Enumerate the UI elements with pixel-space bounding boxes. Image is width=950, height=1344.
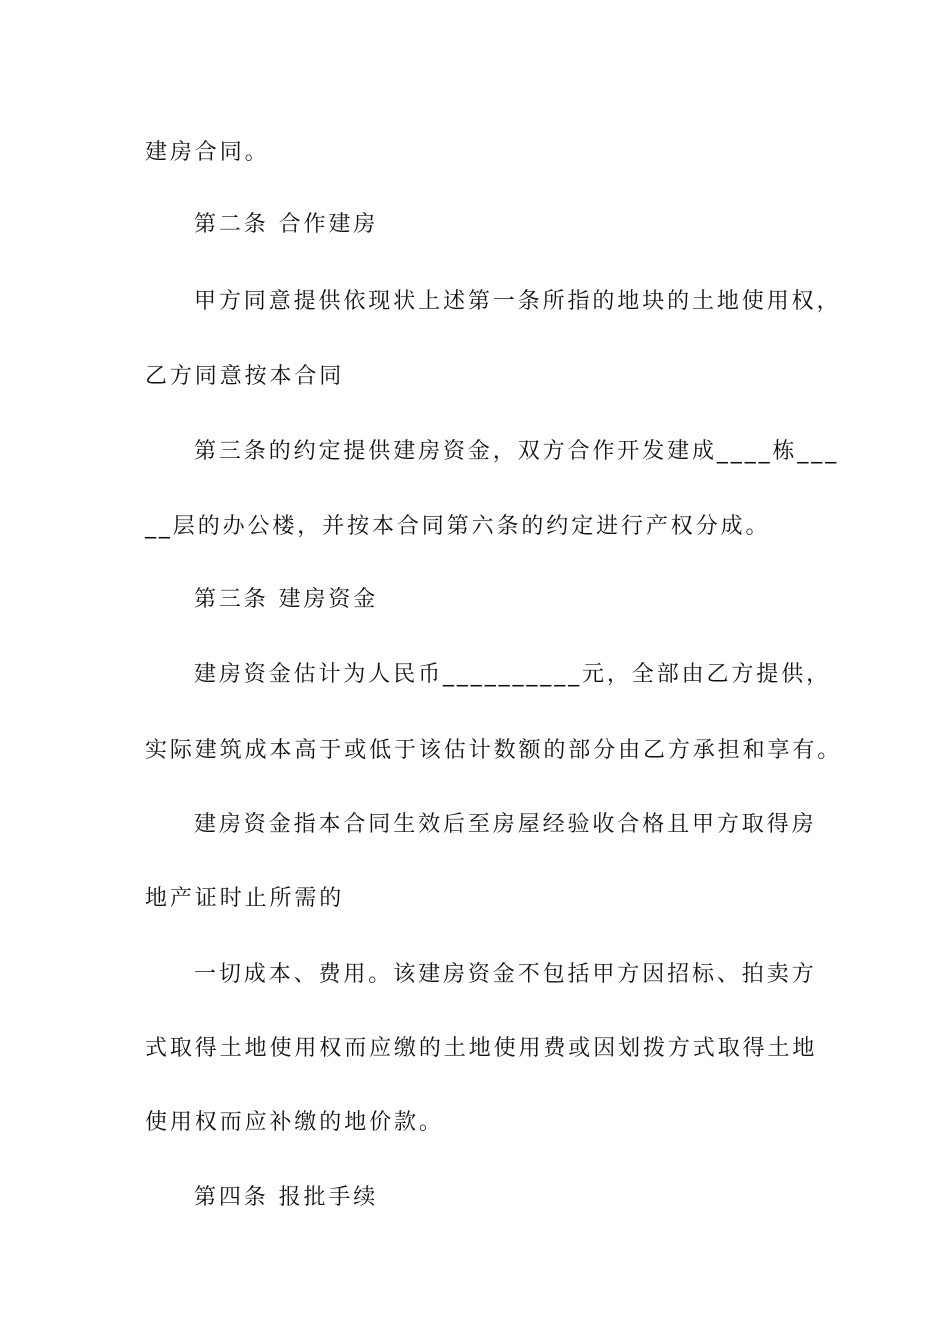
- text-line: 甲方同意提供依现状上述第一条所指的地块的土地使用权，: [194, 289, 842, 314]
- text-line: 地产证时止所需的: [145, 886, 345, 911]
- text-line: 建房资金指本合同生效后至房屋经验收合格且甲方取得房: [194, 812, 817, 837]
- text-line: 乙方同意按本合同: [145, 364, 345, 389]
- text-line: 使用权而应补缴的地价款。: [145, 1110, 444, 1135]
- text-line: __层的办公楼，并按本合同第六条的约定进行产权分成。: [145, 514, 771, 539]
- article-heading: 第四条 报批手续: [194, 1185, 379, 1210]
- article-heading: 第二条 合作建房: [194, 212, 379, 237]
- text-line: 一切成本、费用。该建房资金不包括甲方因招标、拍卖方: [194, 962, 817, 987]
- text-line: 实际建筑成本高于或低于该估计数额的部分由乙方承担和享有。: [145, 738, 843, 763]
- text-line: 建房资金估计为人民币__________元，全部由乙方提供，: [194, 662, 832, 687]
- text-line: 式取得土地使用权而应缴的土地使用费或因划拨方式取得土地: [145, 1036, 818, 1061]
- article-heading: 第三条 建房资金: [194, 587, 379, 612]
- text-line: 建房合同。: [145, 140, 270, 165]
- text-line: 第三条的约定提供建房资金，双方合作开发建成____栋___: [194, 439, 840, 464]
